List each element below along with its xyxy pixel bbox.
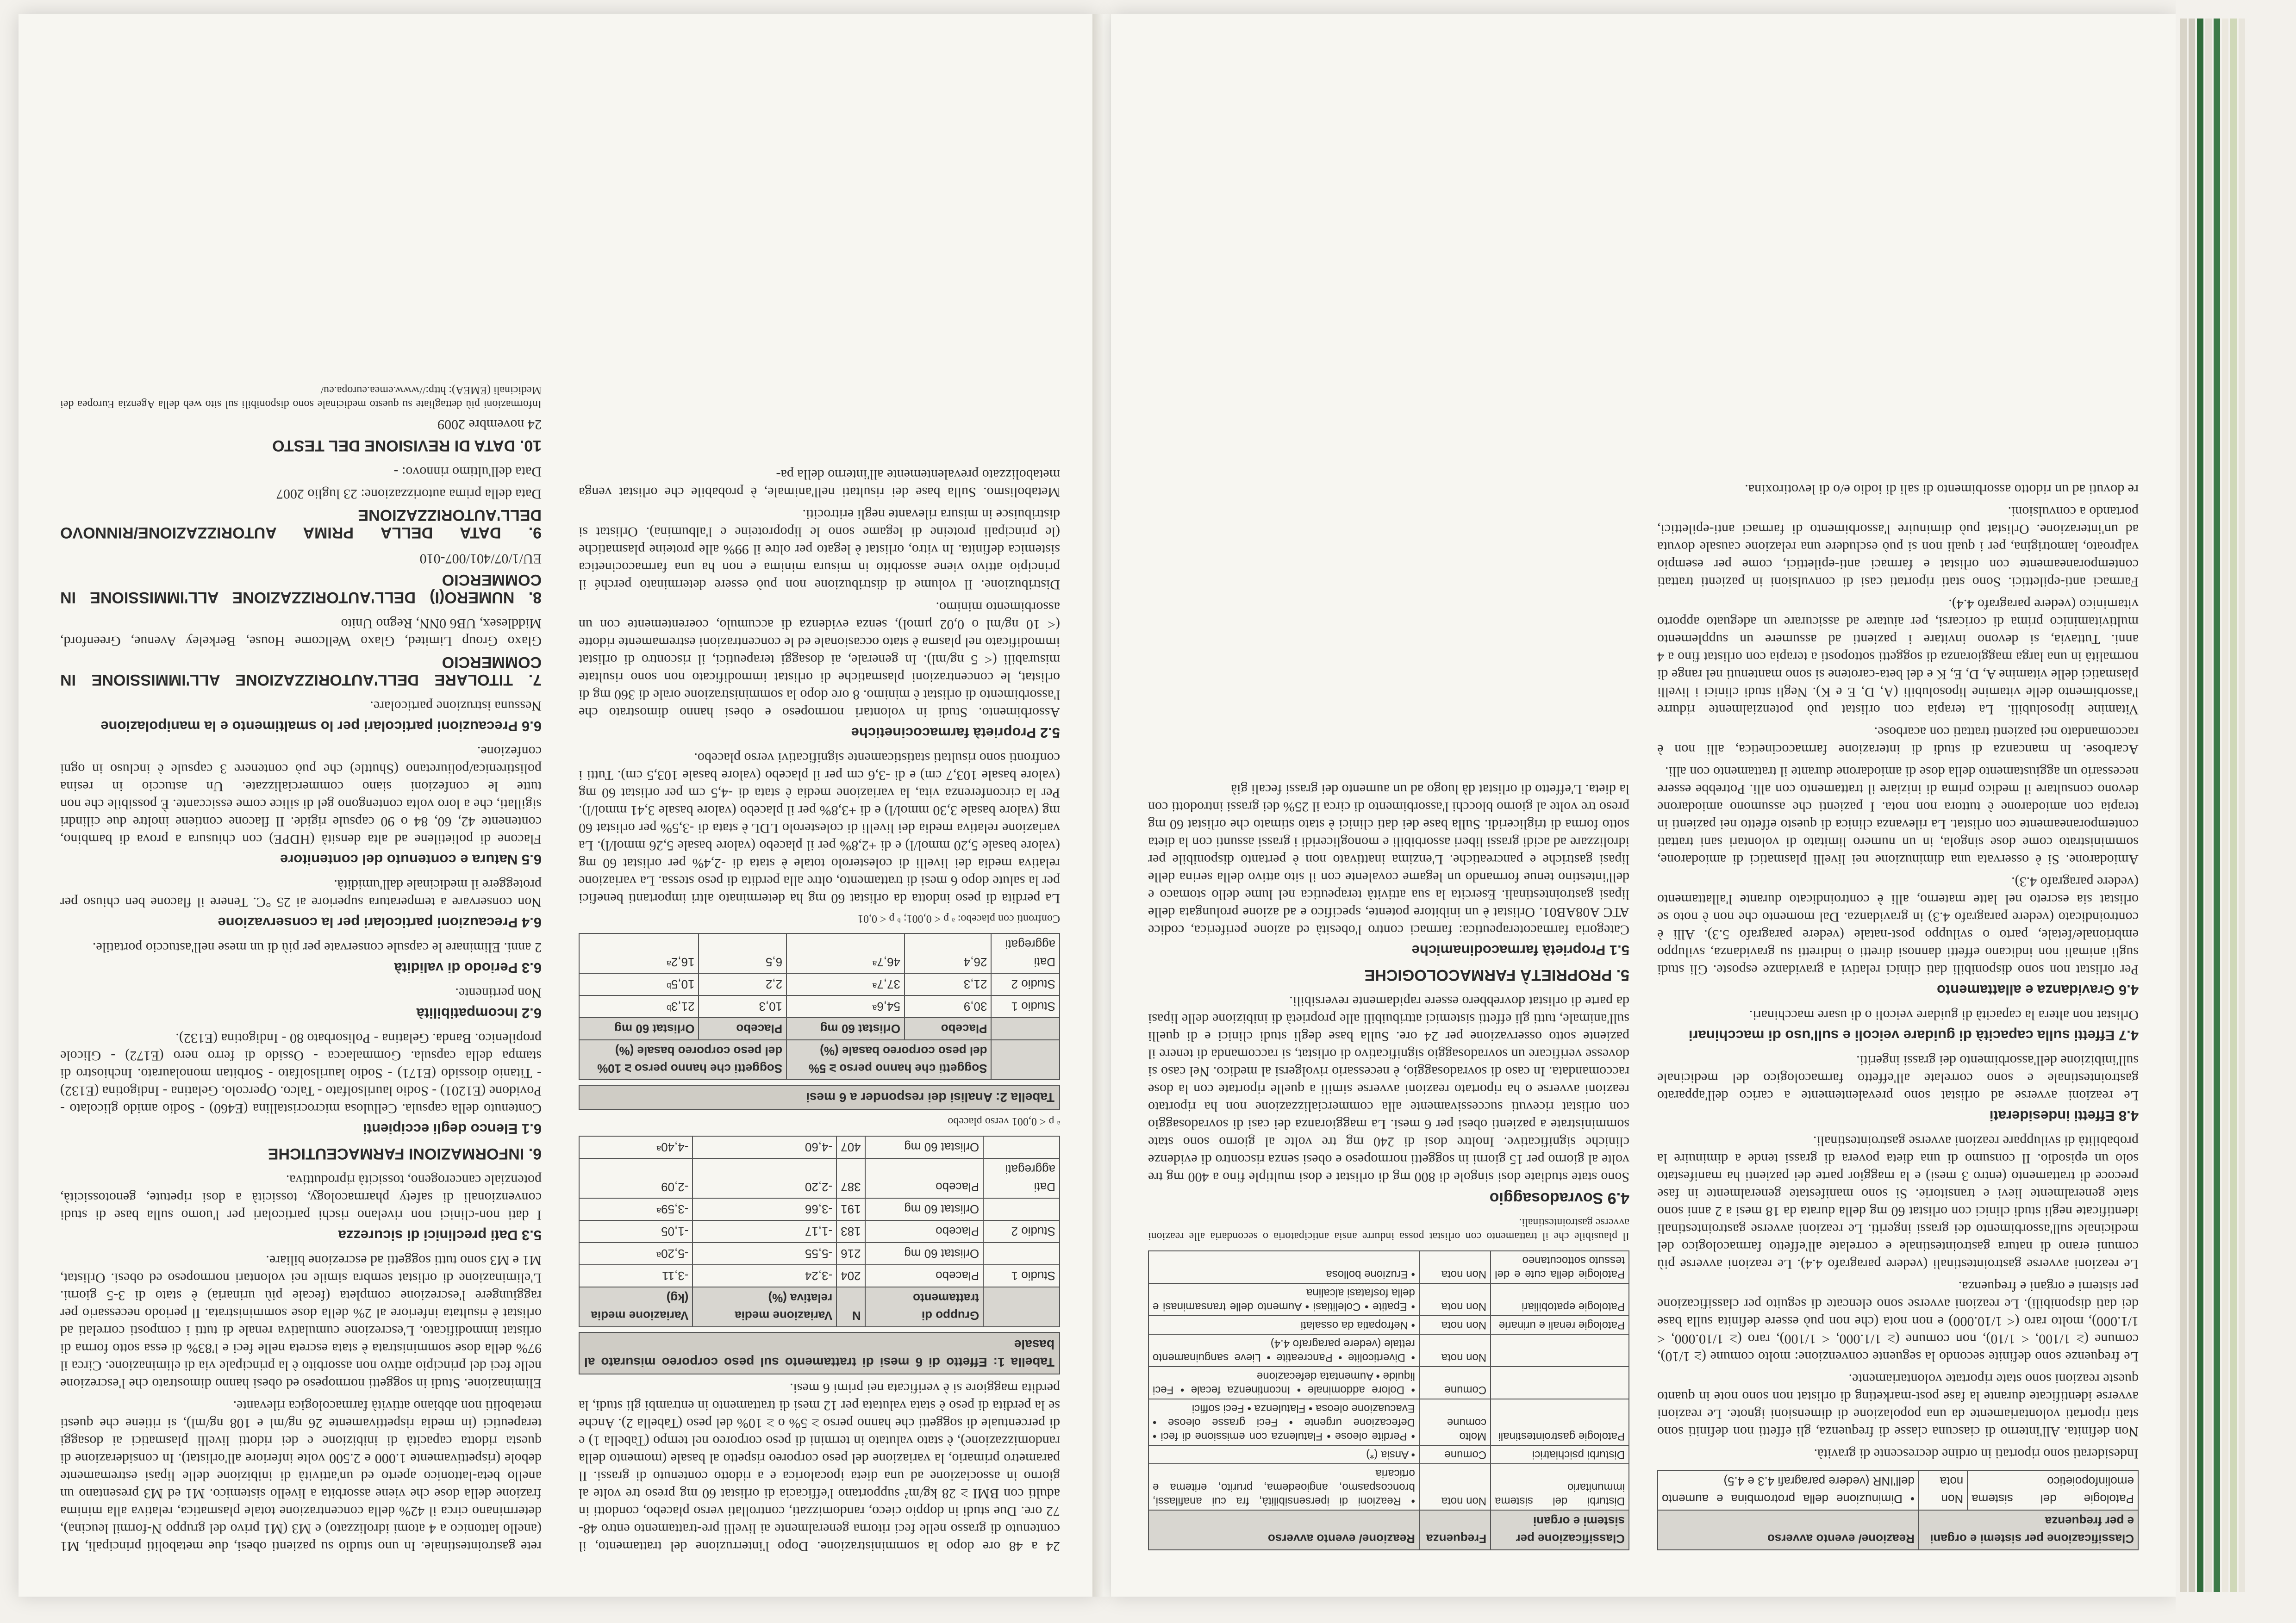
table-cell: Studio 2 xyxy=(991,973,1060,995)
table-row xyxy=(579,1198,1060,1220)
table-row xyxy=(579,1220,1060,1243)
table-cell: Comune xyxy=(1419,1367,1491,1399)
table-cell: 30,9 xyxy=(905,995,991,1018)
table-header-cell: Placebo xyxy=(905,1018,991,1040)
table-header-cell: Orlistat 60 mg xyxy=(579,1018,699,1040)
section-heading: 4.8 Effetti indesiderati xyxy=(1989,1108,2139,1124)
table1 xyxy=(579,1136,1060,1327)
section-heading: 6.4 Precauzioni particolari per la conservazione xyxy=(218,914,542,931)
section-heading: 8. NUMERO(I) DELL'AUTORIZZAZIONE ALL'IMMISSIONE IN COMMERCIO xyxy=(60,571,542,606)
table-header-row xyxy=(1148,1510,1629,1550)
table2 xyxy=(579,933,1060,1080)
paragraph: Distribuzione. Il volume di distribuzione non può essere determinato perché il principio attivo viene assorbito in misura minima e non ha una farmacocinetica sistemica definita. In vitro, orlistat è legato per oltre il 99% alle proteine plasmatiche (le principali proteine di legame sono le lipoproteine e l'albumina). Orlistat si distribuisce in misura rilevante negli eritrociti. xyxy=(579,507,1060,592)
page-edge xyxy=(2180,19,2187,1592)
page-edge xyxy=(2205,19,2212,1592)
paragraph: Glaxo Group Limited, Glaxo Wellcome House, Berkeley Avenue, Greenford, Middlesex, UB6 0NN, Regno Unito xyxy=(60,616,542,649)
table-cell: Molto comune xyxy=(1419,1399,1491,1445)
table-row xyxy=(579,973,1060,995)
paragraph: 2 anni. Eliminare le capsule conservate per più di un mese nell'astuccio portatile. xyxy=(92,940,542,955)
table-header-cell xyxy=(991,1040,1060,1080)
table-cell: 204 xyxy=(836,1265,865,1287)
table-cell: 16,2ᵃ xyxy=(579,933,699,973)
table-cell: Studio 1 xyxy=(991,995,1060,1018)
table-cell xyxy=(983,1198,1060,1220)
table-header-cell xyxy=(991,1018,1060,1040)
paragraph: EU/1/07/401/007-010 xyxy=(419,551,542,566)
table-cell xyxy=(983,1243,1060,1265)
table-cell: -4,40ᵃ xyxy=(579,1136,693,1158)
table-cell: • Diminuzione della protrombina e aumento dell'INR (vedere paragrafi 4.3 e 4.5) xyxy=(1658,1470,1919,1510)
left-column-1 xyxy=(579,56,1060,1555)
table-cell: 54,6ᵃ xyxy=(786,995,905,1018)
left-page xyxy=(19,14,1097,1597)
page-edge xyxy=(2222,19,2228,1592)
table-cell: -3,24 xyxy=(693,1265,836,1287)
table-header-cell xyxy=(983,1287,1060,1327)
table-cell: Orlistat 60 mg xyxy=(865,1136,984,1158)
paragraph: Data dell'ultimo rinnovo: - xyxy=(393,464,542,479)
table-cell: • Diverticolite • Pancreatite • Lieve sanguinamento rettale (vedere paragrafo 4.4) xyxy=(1148,1334,1419,1367)
section-heading: 10. DATA DI REVISIONE DEL TESTO xyxy=(272,437,542,454)
table-row xyxy=(579,1158,1060,1198)
footer-note: Informazioni più dettagliate su questo medicinale sono disponibili sul sito web della Agenzia Europea dei Medicinali (EMEA): http://www.emea.europa.eu/ xyxy=(60,384,542,410)
table-cell: 6,5 xyxy=(699,933,787,973)
table-cell: 183 xyxy=(836,1220,865,1243)
paragraph: Categoria farmacoterapeutica: farmaci contro l'obesità ed azione periferica, codice ATC A08AB01. Orlistat è un inibitore potente, specifico e ad azione prolungata delle lipasi gastrointestinali. Esercita la sua attività terapeutica nel lume dello stomaco e dell'intestino tenue formando un legame covalente con il sito attivo della serina delle lipasi gastriche e pancreatiche. L'enzima inattivato non è pertanto disponibile per idrolizzare ad acidi grassi liberi assorbibili e monogliceridi i grassi assunti con la dieta sotto forma di trigliceridi. Sulla base dei dati clinici è stato stimato che orlistat 60 mg preso tre volte al giorno blocchi l'assorbimento di circa il 25% dei grassi introdotti con la dieta. L'effetto di orlistat dà luogo ad un aumento dei grassi fecali già xyxy=(1148,782,1629,938)
table-cell: -2,20 xyxy=(693,1158,836,1198)
right-column-2 xyxy=(1148,56,1629,1555)
table2-footnote: Confronti con placebo: ᵃ p < 0,001; ᵇ p < 0,01 xyxy=(857,913,1060,925)
table-row xyxy=(1148,1283,1629,1316)
section-heading: 5.2 Proprietà farmacocinetiche xyxy=(851,725,1060,741)
table-cell xyxy=(983,1136,1060,1158)
section-heading: 6.6 Precauzioni particolari per lo smaltimento e la manipolazione xyxy=(100,718,542,734)
section-heading: 6.5 Natura e contenuto del contenitore xyxy=(280,852,542,868)
table-cell: 37,7ᵃ xyxy=(786,973,905,995)
page-edge xyxy=(2197,19,2203,1592)
section-heading: 4.6 Gravidanza e allattamento xyxy=(1937,982,2139,998)
paragraph: 24 a 48 ore dopo la somministrazione. Dopo l'interruzione del trattamento, il contenuto di grasso nelle feci ritorna generalmente ai livelli pre-trattamento entro 48-72 ore. Due studi in doppio cieco, randomizzati, controllati verso placebo, condotti in adulti con BMI ≥ 28 kg/m² supportano l'efficacia di orlistat 60 mg preso tre volte al giorno in associazione ad una dieta ipocalorica e a ridotto contenuto di grassi. Il parametro primario, la variazione del peso corporeo rispetto al basale (momento della randomizzazione), è stato valutato in termini di peso corporeo nel tempo (Tabella 1) e di percentuale di soggetti che hanno perso ≥ 5% o ≥ 10% del peso (Tabella 2). Anche se la perdita di peso è stata valutata per 12 mesi di trattamento in entrambi gli studi, la perdita maggiore si è verificata nei primi 6 mesi. xyxy=(579,1380,1060,1554)
table-header-cell: Classificazione per sistemi e organi xyxy=(1491,1510,1629,1550)
table-cell: -4,60 xyxy=(693,1136,836,1158)
table-header-cell: Soggetti che hanno perso ≥ 5% del peso corporeo basale (%) xyxy=(786,1040,991,1080)
table-cell: 2,2 xyxy=(699,973,787,995)
table-cell: • Reazioni di ipersensibilità, fra cui anafilassi, broncospasmo, angioedema, prurito, eritema e orticaria xyxy=(1148,1464,1419,1510)
table-cell: Placebo xyxy=(865,1158,984,1198)
table-cell: • Epatite • Colelitiasi • Aumento delle transaminasi e della fosfatasi alcalina xyxy=(1148,1283,1419,1316)
paragraph: Non definita. All'interno di ciascuna classe di frequenza, gli effetti non definiti sono stati riportati volontariamente da una popolazione di dimensioni ignote. Le reazioni avverse identificate durante la fase post-marketing di orlistat non sono note in quanto queste reazioni sono state riportate volontariamente. xyxy=(1657,1371,2139,1439)
table-header-cell: Reazione/ evento avverso xyxy=(1148,1510,1419,1550)
table-cell: 10,3 xyxy=(699,995,787,1018)
table-header-cell: Classificazione per sistemi e organi e per frequenza xyxy=(1919,1510,2138,1550)
paragraph: Sono state studiate dosi singole di 800 mg di orlistat e dosi multiple fino a 400 mg tre volte al giorno per 15 giorni in soggetti normopeso e obesi senza riscontro di evidenze cliniche significative. Inoltre dosi di 240 mg tre volte al giorno sono state somministrate a pazienti obesi per 6 mesi. La maggioranza dei casi di sovradosaggio con orlistat ricevuti successivamente alla commercializzazione non ha riportato reazioni avverse o ha riportato reazioni avverse simili a quelle riportate con la dose raccomandata. In caso di sovradosaggio, è necessario rivolgersi al medico. Nel caso si dovesse verificare un sovradosaggio significativo di orlistat, si raccomanda di tenere il paziente sotto osservazione per 24 ore. Sulla base degli studi clinici e di quelli sull'animale, tutti gli effetti sistemici attribuibili alle proprietà di inibizione delle lipasi da parte di orlistat dovrebbero essere rapidamente reversibili. xyxy=(1148,994,1629,1185)
table-header-cell: Variazione media relativa (%) xyxy=(693,1287,836,1327)
table-cell: Non nota xyxy=(1419,1251,1491,1283)
left-page-content-rotated xyxy=(56,56,1060,1555)
paragraph: Data della prima autorizzazione: 23 luglio 2007 xyxy=(276,486,542,502)
adverse-events-table-continued xyxy=(1657,1470,2139,1550)
table-cell: 407 xyxy=(836,1136,865,1158)
table-cell: Placebo xyxy=(865,1220,984,1243)
table-cell: Orlistat 60 mg xyxy=(865,1198,984,1220)
paragraph: Amiodarone. Si è osservata una diminuzione nei livelli plasmatici di amiodarone, somministrato come dose singola, in un numero limitato di volontari sani trattati contemporaneamente con orlistat. La rilevanza clinica di questo effetto nei pazienti in terapia con amiodarone è tuttora non nota. I pazienti che assumono amiodarone devono consultare il medico prima di iniziare il trattamento con alli. Potrebbe essere necessario un aggiustamento della dose di amiodarone durante il trattamento con alli. xyxy=(1657,764,2139,867)
table-cell: Non nota xyxy=(1919,1470,1967,1510)
table-cell: 10,5ᵇ xyxy=(579,973,699,995)
table-header-cell: Variazione media (kg) xyxy=(579,1287,693,1327)
table-cell: Patologie epatobiliari xyxy=(1491,1283,1629,1316)
table-header-cell: N xyxy=(836,1287,865,1327)
section-heading: 7. TITOLARE DELL'AUTORIZZAZIONE ALL'IMMISSIONE IN COMMERCIO xyxy=(60,653,542,689)
table-cell: Studio 2 xyxy=(983,1220,1060,1243)
page-edge xyxy=(2189,19,2195,1592)
paragraph: Vitamine liposolubili. La terapia con orlistat può potenzialmente ridurre l'assorbimento delle vitamine liposolubili (A, D, E e K). Negli studi clinici i livelli plasmatici delle vitamine A, D, E, K e del beta-carotene si sono mantenuti nel range di normalità in una larga maggioranza di soggetti sottoposti a terapia con orlistat fino a 4 anni. Tuttavia, si devono invitare i pazienti ad assumere un supplemento multivitaminico prima di coricarsi, per aiutare ad assicurare un adeguato apporto vitaminico (vedere paragrafo 4.4). xyxy=(1657,597,2139,717)
footnote: Il plausibile che il trattamento con orlistat possa indurre ansia anticipatoria o secondaria alle reazioni avverse gastrointestinali. xyxy=(1148,1216,1629,1242)
table-cell: Non nota xyxy=(1419,1283,1491,1316)
paragraph: Metabolismo. Sulla base dei risultati nell'animale, è probabile che orlistat venga metabolizzato prevalentemente all'interno della pa- xyxy=(579,467,1060,500)
table-cell: Non nota xyxy=(1419,1464,1491,1510)
right-page xyxy=(1111,14,2176,1597)
section-heading: 6.3 Periodo di validità xyxy=(394,960,542,976)
table-cell: 46,7ᵃ xyxy=(786,933,905,973)
table-cell: 21,3 xyxy=(905,973,991,995)
table-cell: Disturbi psichiatrici xyxy=(1491,1445,1629,1464)
paragraph: Orlistat non altera la capacità di guidare veicoli o di usare macchinari. xyxy=(1749,1007,2139,1023)
paragraph: Nessuna istruzione particolare. xyxy=(370,698,542,714)
table-cell: -1,05 xyxy=(579,1220,693,1243)
table-cell: Comune xyxy=(1419,1445,1491,1464)
page-edge xyxy=(2214,19,2220,1592)
table1-caption: Tabella 1: Effetto di 6 mesi di trattamento sul peso corporeo misurato al basale xyxy=(579,1332,1060,1374)
table-cell: 21,3ᵇ xyxy=(579,995,699,1018)
table-cell: -5,20ᵃ xyxy=(579,1243,693,1265)
section-heading: 5.3 Dati preclinici di sicurezza xyxy=(338,1227,542,1244)
section-heading: 5. PROPRIETÀ FARMACOLOGICHE xyxy=(1364,966,1629,984)
section-heading: 4.9 Sovradosaggio xyxy=(1489,1189,1629,1207)
table-cell: Dati aggregati xyxy=(991,933,1060,973)
table-header-cell: Frequenza xyxy=(1419,1510,1491,1550)
table1-footnote: ᵃ p < 0,001 verso placebo xyxy=(948,1115,1060,1127)
paragraph: Per orlistat non sono disponibili dati clinici relativi a gravidanze esposte. Gli studi sugli animali non indicano effetti dannosi diretti o indiretti su gravidanza, sviluppo embrionale/fetale, parto o sviluppo post-natale (vedere paragrafo 5.3). Alli è controindicato (vedere paragrafo 4.3) in gravidanza. Dal momento che non è noto se orlistat sia escreto nel latte materno, alli è controindicato durante l'allattamento (vedere paragrafo 4.3). xyxy=(1657,874,2139,977)
table-cell: 26,4 xyxy=(905,933,991,973)
table-cell: Patologie del sistema emolinfopoietico xyxy=(1967,1470,2138,1510)
table-row xyxy=(1148,1367,1629,1399)
paragraph: rete gastrointestinale. In uno studio su pazienti obesi, due metaboliti principali, M1 (anello lattonico a 4 atomi idrolizzato) e M3 (M1 privo del gruppo N-formil leucina), determinano circa il 42% della concentrazione totale plasmatica, relativa alla minima frazione della dose che viene assorbita a livello sistemico. M1 ed M3 presentano un anello beta-lattonico aperto ed un'attività di inibizione delle lipasi estremamente debole (rispettivamente 1.000 e 2.500 volte inferiore all'orlistat). In considerazione di questa ridotta capacità di inibizione e dei ridotti livelli plasmatici ai dosaggi terapeutici (in media rispettivamente 26 ng/ml e 108 ng/ml), si ritiene che questi metaboliti non abbiano attività farmacologica rilevante. xyxy=(60,1398,542,1554)
adverse-events-table xyxy=(1148,1250,1629,1550)
paragraph: La perdita di peso indotta da orlistat 60 mg ha determinato altri importanti benefici per la salute dopo 6 mesi di trattamento, oltre alla perdita di peso stessa. La variazione relativa media dei livelli di colesterolo totale è stata di -2,4% per orlistat 60 mg (valore basale 5,20 mmol/l) e di +2,8% per il placebo (valore basale 5,26 mmol/l). La variazione relativa media dei livelli di colesterolo LDL è stata di -3,5% per orlistat 60 mg (valore basale 3,30 mmol/l) e di +3,8% per il placebo (valore basale 3,41 mmol/l). Per la circonferenza vita, la variazione media è stata di -4,5 cm per orlistat 60 mg (valore basale 103,7 cm) e di -3,6 cm per il placebo (valore basale 103,5 cm). Tutti i confronti sono risultati statisticamente significativi verso placebo. xyxy=(579,750,1060,906)
table-row xyxy=(1148,1334,1629,1367)
section-heading: 9. DATA DELLA PRIMA AUTORIZZAZIONE/RINNOVO DELL'AUTORIZZAZIONE xyxy=(60,506,542,541)
paragraph: 24 novembre 2009 xyxy=(437,417,542,432)
table-cell: • Nefropatia da ossalati xyxy=(1148,1316,1419,1334)
table-cell: • Ansia (*) xyxy=(1148,1445,1419,1464)
table-header-row xyxy=(1658,1510,2138,1550)
table-cell: -3,66 xyxy=(693,1198,836,1220)
table-row xyxy=(1148,1316,1629,1334)
paragraph: Le frequenze sono definite secondo la seguente convenzione: molto comune (≥ 1/10), comune (≥ 1/100, < 1/10), non comune (≥ 1/1.000, < 1/100), raro (≥ 1/10.000, < 1/1.000), molto raro (< 1/10.000) e non nota (che non può essere definita sulla base dei dati disponibili). Le reazioni avverse sono elencate di seguito per classificazione per sistemi e organi e frequenza. xyxy=(1657,1279,2139,1364)
table-row xyxy=(579,1136,1060,1158)
table-row xyxy=(1148,1464,1629,1510)
table-cell: Orlistat 60 mg xyxy=(865,1243,984,1265)
paragraph: Contenuto della capsula. Cellulosa microcristallina (E460) - Sodio amido glicolato - Povidone (E1201) - Sodio laurilsolfato - Talco. Opercolo. Gelatina - Indigotina (E132) - Titanio diossido (E171) - Sodio laurilsolfato - Sorbitan monolaurato. Inchiostro di stampa della capsula. Gommalacca - Ossido di ferro nero (E172) - Glicole propilenico. Banda. Gelatina - Polisorbato 80 - Indigotina (E132). xyxy=(60,1031,542,1116)
table-cell: Non nota xyxy=(1419,1316,1491,1334)
table-row xyxy=(1148,1399,1629,1445)
table-cell: -2,09 xyxy=(579,1158,693,1198)
paragraph: Assorbimento. Studi in volontari normopeso e obesi hanno dimostrato che l'assorbimento di orlistat è minimo. 8 ore dopo la somministrazione orale di 360 mg di orlistat, le concentrazioni plasmatiche di orlistat immodificato non sono risultate misurabili (< 5 ng/ml). In generale, ai dosaggi terapeutici, il riscontro di orlistat immodificato nel plasma è stato occasionale ed le concentrazioni estremamente ridotte (< 10 ng/ml o 0,02 µmol), senza evidenza di accumulo, coerentemente con un assorbimento minimo. xyxy=(579,599,1060,720)
paragraph: Flacone di polietilene ad alta densità (HDPE) con chiusura a prova di bambino, contenente 42, 60, 84 o 90 capsule rigide. Il flacone contiene inoltre due cilindri sigillati, che a loro volta contengono gel di silice come essiccante. È possibile che non tutte le confezioni siano commercializzate. Un astuccio in resina polistirenica/poliuretano (Shuttle) che può contenere 3 capsule è incluso in ogni confezione. xyxy=(60,744,542,847)
page-edge xyxy=(2239,19,2245,1592)
table-cell: Dati aggregati xyxy=(983,1158,1060,1198)
table-cell: Non nota xyxy=(1419,1334,1491,1367)
section-heading: 4.7 Effetti sulla capacità di guidare veicoli e sull'uso di macchinari xyxy=(1688,1027,2139,1044)
table-cell: • Dolore addominale • Incontinenza fecale • Feci liquide • Aumentata defecazione xyxy=(1148,1367,1419,1399)
table-header-row xyxy=(579,1040,1060,1080)
table-cell: Studio 1 xyxy=(983,1265,1060,1287)
paragraph: re dovuti ad un ridotto assorbimento di sali di iodio e/o di levotiroxina. xyxy=(1745,482,2139,497)
table-cell: 191 xyxy=(836,1198,865,1220)
table2-caption: Tabella 2: Analisi dei responder a 6 mesi xyxy=(579,1085,1060,1110)
section-heading: 6.1 Elenco degli eccipienti xyxy=(363,1121,542,1137)
table-row xyxy=(1148,1251,1629,1283)
table-cell: Patologie della cute e del tessuto sottocutaneo xyxy=(1491,1251,1629,1283)
table-row xyxy=(1148,1445,1629,1464)
table-cell: -3,59ᵃ xyxy=(579,1198,693,1220)
paragraph: Farmaci anti-epilettici. Sono stati riportati casi di convulsioni in pazienti trattati contemporaneamente con orlistat e farmaci anti-epilettici, come per esempio valproato, lamotrigina, per i quali non si può escludere una relazione causale dovuta ad un'interazione. Orlistat può diminuire l'assorbimento di farmaci anti-epilettici, portando a convulsioni. xyxy=(1657,504,2139,590)
paragraph: Acarbose. In mancanza di studi di interazione farmacocinetica, alli non è raccomandato nei pazienti trattati con acarbose. xyxy=(1657,724,2139,757)
paragraph: Non pertinente. xyxy=(455,985,542,1001)
paragraph: Indesiderati sono riportati in ordine decrescente di gravità. xyxy=(1814,1446,2139,1461)
table-header-cell: Orlistat 60 mg xyxy=(786,1018,905,1040)
table-header-row xyxy=(579,1287,1060,1327)
page-edge-stack xyxy=(2176,0,2296,1623)
table-cell: 216 xyxy=(836,1243,865,1265)
table-cell: -1,17 xyxy=(693,1220,836,1243)
table-cell: Placebo xyxy=(865,1265,984,1287)
table-cell: • Eruzione bollosa xyxy=(1148,1251,1419,1283)
table-row xyxy=(579,995,1060,1018)
right-page-content-rotated xyxy=(1148,56,2139,1555)
table-cell xyxy=(1491,1334,1629,1367)
table-cell: • Perdite oleose • Flatulenza con emissione di feci • Defecazione urgente • Feci grasse oleose • Evacuazione oleosa • Flatulenza • Feci soffici xyxy=(1148,1399,1419,1445)
right-column-1 xyxy=(1657,56,2139,1555)
table-row xyxy=(1658,1470,2138,1510)
table-cell: -5,55 xyxy=(693,1243,836,1265)
table-cell: Patologie renali e urinarie xyxy=(1491,1316,1629,1334)
table-cell: -3,11 xyxy=(579,1265,693,1287)
section-heading: 6.2 Incompatibilità xyxy=(416,1005,542,1021)
page-edge xyxy=(2230,19,2237,1592)
table-header-cell: Placebo xyxy=(699,1018,787,1040)
table-header-cell: Soggetti che hanno perso ≥ 10% del peso corporeo basale (%) xyxy=(579,1040,786,1080)
table-cell: Disturbi del sistema immunitario xyxy=(1491,1464,1629,1510)
section-heading: 5.1 Proprietà farmacodinamiche xyxy=(1411,942,1629,958)
paragraph: I dati non-clinici non rivelano rischi particolari per l'uomo sulla base di studi convenzionali di safety pharmacology, tossicità a dosi ripetute, genotossicità, potenziale cancerogeno, tossicità riproduttiva. xyxy=(60,1172,542,1223)
paragraph: Le reazioni avverse gastrointestinali (vedere paragrafo 4.4). Le reazioni avverse più comuni erano di natura gastrointestinale e correlate all'effetto farmacologico del medicinale sull'assorbimento dei grassi ingeriti. Le reazioni avverse gastrointestinali identificate negli studi clinici con orlistat 60 mg della durata da 18 mesi a 2 anni sono state generalmente lievi e transitorie. Si sono manifestate generalmente in fase precoce di trattamento (entro 3 mesi) e la maggior parte dei pazienti ha manifestato solo un episodio. Il consumo di una dieta povera di grassi tende a diminuire la probabilità di sviluppare reazioni avverse gastrointestinali. xyxy=(1657,1133,2139,1272)
section-heading: 6. INFORMAZIONI FARMACEUTICHE xyxy=(268,1145,542,1163)
paragraph: Non conservare a temperatura superiore ai 25 °C. Tenere il flacone ben chiuso per proteggere il medicinale dall'umidità. xyxy=(60,877,542,910)
table-row xyxy=(579,1243,1060,1265)
table-row xyxy=(579,1265,1060,1287)
table-cell xyxy=(1491,1367,1629,1399)
table-cell: 387 xyxy=(836,1158,865,1198)
table-header-cell: Reazione/ evento avverso xyxy=(1658,1510,1919,1550)
left-column-2 xyxy=(60,56,542,1555)
table-subheader-row xyxy=(579,1018,1060,1040)
table-row xyxy=(579,933,1060,973)
paragraph: Le reazioni avverse ad orlistat sono prevalentemente a carico dell'apparato gastrointestinale e sono correlate all'effetto farmacologico del medicinale sull'inibizione dell'assorbimento dei grassi ingeriti. xyxy=(1657,1053,2139,1103)
table-header-cell: Gruppo di trattamento xyxy=(865,1287,984,1327)
paragraph: Eliminazione. Studi in soggetti normopeso ed obesi hanno dimostrato che l'escrezione nelle feci del principio attivo non assorbito è la principale via di eliminazione. Circa il 97% della dose somministrata è stata escreta nelle feci e l'83% di essa sotto forma di orlistat immodificato. L'escrezione cumulativa renale di tutti i composti correlati ad orlistat è risultata inferiore al 2% della dose somministrata. Il periodo necessario per raggiungere l'escrezione completa (fecale più urinaria) è stato di 3-5 giorni. L'eliminazione di orlistat sembra simile nei volontari normopeso ed obesi. Orlistat, M1 e M3 sono tutti soggetti ad escrezione biliare. xyxy=(60,1253,542,1391)
table-cell: Patologie gastrointestinali xyxy=(1491,1399,1629,1445)
